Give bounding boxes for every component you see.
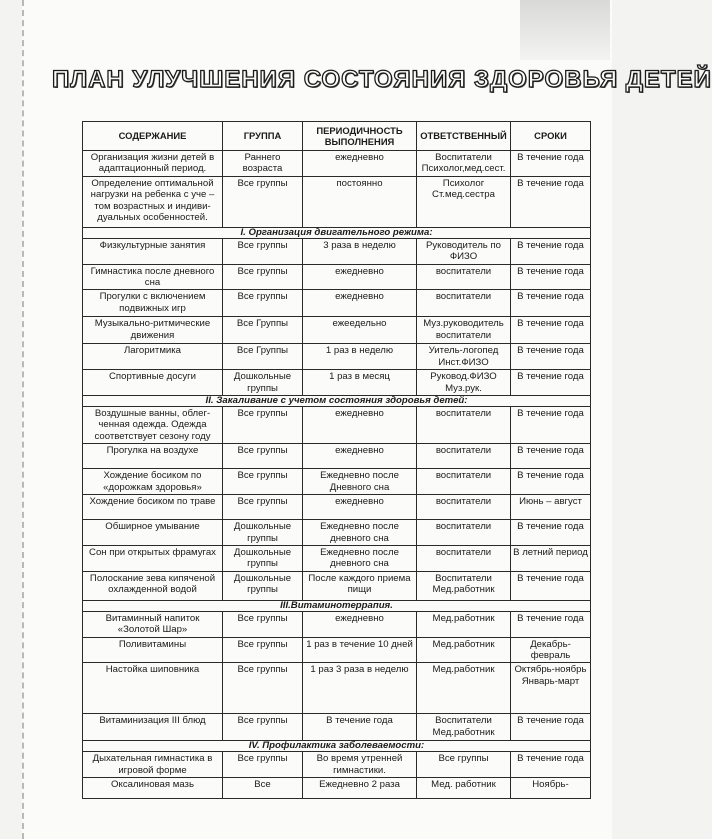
header-responsible: ОТВЕТСТВЕННЫЙ (417, 122, 511, 151)
cell-group: Все группы (223, 290, 303, 317)
cell-content: Лагоритмика (83, 344, 223, 370)
table-header-row (83, 122, 591, 151)
cell-periodicity: ежедневно (303, 264, 417, 290)
cell-responsible: Уитель-логопед Инст.ФИЗО (417, 344, 511, 370)
cell-periodicity: ежедневно (303, 151, 417, 177)
cell-periodicity: 1 раз в месяц (303, 370, 417, 396)
table-row (83, 495, 591, 520)
table-row (83, 714, 591, 741)
cell-responsible: воспитатели (417, 407, 511, 444)
cell-periodicity: 3 раза в неделю (303, 238, 417, 264)
cell-terms: В течение года (511, 520, 591, 546)
cell-terms: В летний период (511, 545, 591, 571)
section-row (83, 396, 591, 407)
cell-responsible: Все группы (417, 752, 511, 778)
cell-responsible: Воспитатели Мед.работник (417, 571, 511, 600)
cell-group: Все группы (223, 264, 303, 290)
cell-periodicity: постоянно (303, 176, 417, 227)
table-row (83, 407, 591, 444)
cell-content: Воздушные ванны, облег-ченная одежда. Одежда соответствует сезону году (83, 407, 223, 444)
cell-group: Все группы (223, 495, 303, 520)
cell-responsible: Мед.работник (417, 611, 511, 637)
cell-terms: Июнь – август (511, 495, 591, 520)
cell-content: Музыкально-ритмические движения (83, 317, 223, 344)
section-title: II. Закаливание с учетом состояния здоровья детей: (83, 396, 591, 407)
cell-responsible: Муз.руководитель воспитатели (417, 317, 511, 344)
health-plan-table (82, 121, 591, 799)
cell-group: Все группы (223, 238, 303, 264)
cell-responsible: Мед.работник (417, 663, 511, 714)
cell-group: Все группы (223, 714, 303, 741)
cell-group: Все Группы (223, 317, 303, 344)
cell-terms: В течение года (511, 611, 591, 637)
page-title: ПЛАН УЛУЧШЕНИЯ СОСТОЯНИЯ ЗДОРОВЬЯ ДЕТЕЙ (52, 66, 712, 93)
cell-group: Все группы (223, 637, 303, 663)
cell-group: Дошкольные группы (223, 520, 303, 546)
cell-group: Все группы (223, 663, 303, 714)
table-row (83, 264, 591, 290)
cell-periodicity: ежедневно (303, 495, 417, 520)
cell-content: Определение оптимальной нагрузки на ребенка с уче – том возрастных и индиви-дуальных особенностей. (83, 176, 223, 227)
cell-terms: В течение года (511, 176, 591, 227)
cell-group: Дошкольные группы (223, 571, 303, 600)
cell-terms: В течение года (511, 469, 591, 495)
table-row (83, 344, 591, 370)
cell-group: Все группы (223, 176, 303, 227)
cell-terms: В течение года (511, 752, 591, 778)
cell-responsible: Психолог Ст.мед.сестра (417, 176, 511, 227)
cell-content: Хождение босиком по траве (83, 495, 223, 520)
table-row (83, 520, 591, 546)
cell-terms: В течение года (511, 264, 591, 290)
cell-group: Все (223, 778, 303, 799)
cell-content: Поливитамины (83, 637, 223, 663)
cell-periodicity: 1 раз в течение 10 дней (303, 637, 417, 663)
cell-content: Витаминизация III блюд (83, 714, 223, 741)
cell-content: Прогулка на воздухе (83, 444, 223, 469)
cell-responsible: Воспитатели Мед.работник (417, 714, 511, 741)
cell-content: Обширное умывание (83, 520, 223, 546)
cell-group: Все группы (223, 611, 303, 637)
table-row (83, 238, 591, 264)
cell-responsible: воспитатели (417, 290, 511, 317)
cell-periodicity: После каждого приема пищи (303, 571, 417, 600)
cell-terms: В течение года (511, 714, 591, 741)
section-row (83, 227, 591, 238)
cell-group: Все группы (223, 444, 303, 469)
cell-periodicity: 1 раз в неделю (303, 344, 417, 370)
section-title: IV. Профилактика заболеваемости: (83, 741, 591, 752)
cell-periodicity: Ежедневно 2 раза (303, 778, 417, 799)
table-row (83, 637, 591, 663)
cell-terms: В течение года (511, 238, 591, 264)
section-row (83, 741, 591, 752)
cell-content: Прогулки с включением подвижных игр (83, 290, 223, 317)
cell-responsible: Руководитель по ФИЗО (417, 238, 511, 264)
table-row (83, 469, 591, 495)
cell-terms: В течение года (511, 571, 591, 600)
cell-terms: Ноябрь- (511, 778, 591, 799)
section-title: I. Организация двигательного режима: (83, 227, 591, 238)
table-row (83, 290, 591, 317)
cell-periodicity: Ежедневно после Дневного сна (303, 469, 417, 495)
cell-periodicity: Во время утренней гимнастики. (303, 752, 417, 778)
cell-periodicity: ежедневно (303, 611, 417, 637)
cell-periodicity: В течение года (303, 714, 417, 741)
cell-content: Оксалиновая мазь (83, 778, 223, 799)
table-row (83, 545, 591, 571)
cell-terms: Октябрь-ноябрь Январь-март (511, 663, 591, 714)
cell-terms: В течение года (511, 344, 591, 370)
table-row (83, 663, 591, 714)
table-row (83, 151, 591, 177)
cell-responsible: Мед. работник (417, 778, 511, 799)
cell-group: Все группы (223, 752, 303, 778)
cell-content: Настойка шиповника (83, 663, 223, 714)
table-row (83, 611, 591, 637)
cell-responsible: воспитатели (417, 444, 511, 469)
cell-content: Спортивные досуги (83, 370, 223, 396)
cell-periodicity: ежеедельно (303, 317, 417, 344)
cell-periodicity: Ежедневно после дневного сна (303, 545, 417, 571)
cell-group: Дошкольные группы (223, 370, 303, 396)
table-row (83, 317, 591, 344)
cell-responsible: воспитатели (417, 520, 511, 546)
cell-terms: В течение года (511, 290, 591, 317)
cell-terms: В течение года (511, 444, 591, 469)
cell-content: Гимнастика после дневного сна (83, 264, 223, 290)
cell-content: Полоскание зева кипяченой охлажденной водой (83, 571, 223, 600)
cell-periodicity: Ежедневно после дневного сна (303, 520, 417, 546)
cell-content: Организация жизни детей в адаптационный период. (83, 151, 223, 177)
cell-group: Все группы (223, 469, 303, 495)
scan-shadow (520, 0, 610, 60)
header-terms: СРОКИ (511, 122, 591, 151)
cell-responsible: Руковод.ФИЗО Муз.рук. (417, 370, 511, 396)
cell-responsible: воспитатели (417, 469, 511, 495)
section-row (83, 600, 591, 611)
cell-periodicity: 1 раз 3 раза в неделю (303, 663, 417, 714)
cell-group: Все Группы (223, 344, 303, 370)
header-content: СОДЕРЖАНИЕ (83, 122, 223, 151)
cell-periodicity: ежедневно (303, 290, 417, 317)
cell-content: Сон при открытых фрамугах (83, 545, 223, 571)
table-body (83, 151, 591, 799)
cell-responsible: воспитатели (417, 545, 511, 571)
cell-responsible: воспитатели (417, 264, 511, 290)
table-row (83, 752, 591, 778)
cell-terms: В течение года (511, 151, 591, 177)
cell-responsible: Воспитатели Психолог,мед.сест. (417, 151, 511, 177)
cell-responsible: Мед.работник (417, 637, 511, 663)
header-group: ГРУППА (223, 122, 303, 151)
cell-group: Все группы (223, 407, 303, 444)
cell-terms: Декабрь-февраль (511, 637, 591, 663)
table-row (83, 370, 591, 396)
cell-group: Дошкольные группы (223, 545, 303, 571)
cell-terms: В течение года (511, 407, 591, 444)
header-periodicity: ПЕРИОДИЧНОСТЬ ВЫПОЛНЕНИЯ (303, 122, 417, 151)
cell-content: Витаминный напиток «Золотой Шар» (83, 611, 223, 637)
table-row (83, 778, 591, 799)
cell-terms: В течение года (511, 370, 591, 396)
cell-periodicity: ежедневно (303, 444, 417, 469)
cell-periodicity: ежедневно (303, 407, 417, 444)
cell-responsible: воспитатели (417, 495, 511, 520)
table-row (83, 571, 591, 600)
section-title: III.Витаминотеррапия. (83, 600, 591, 611)
cell-content: Хождение босиком по «дорожкам здоровья» (83, 469, 223, 495)
cell-content: Дыхательная гимнастика в игровой форме (83, 752, 223, 778)
table-row (83, 176, 591, 227)
cell-content: Физкультурные занятия (83, 238, 223, 264)
cell-group: Раннего возраста (223, 151, 303, 177)
cell-terms: В течение года (511, 317, 591, 344)
table-row (83, 444, 591, 469)
